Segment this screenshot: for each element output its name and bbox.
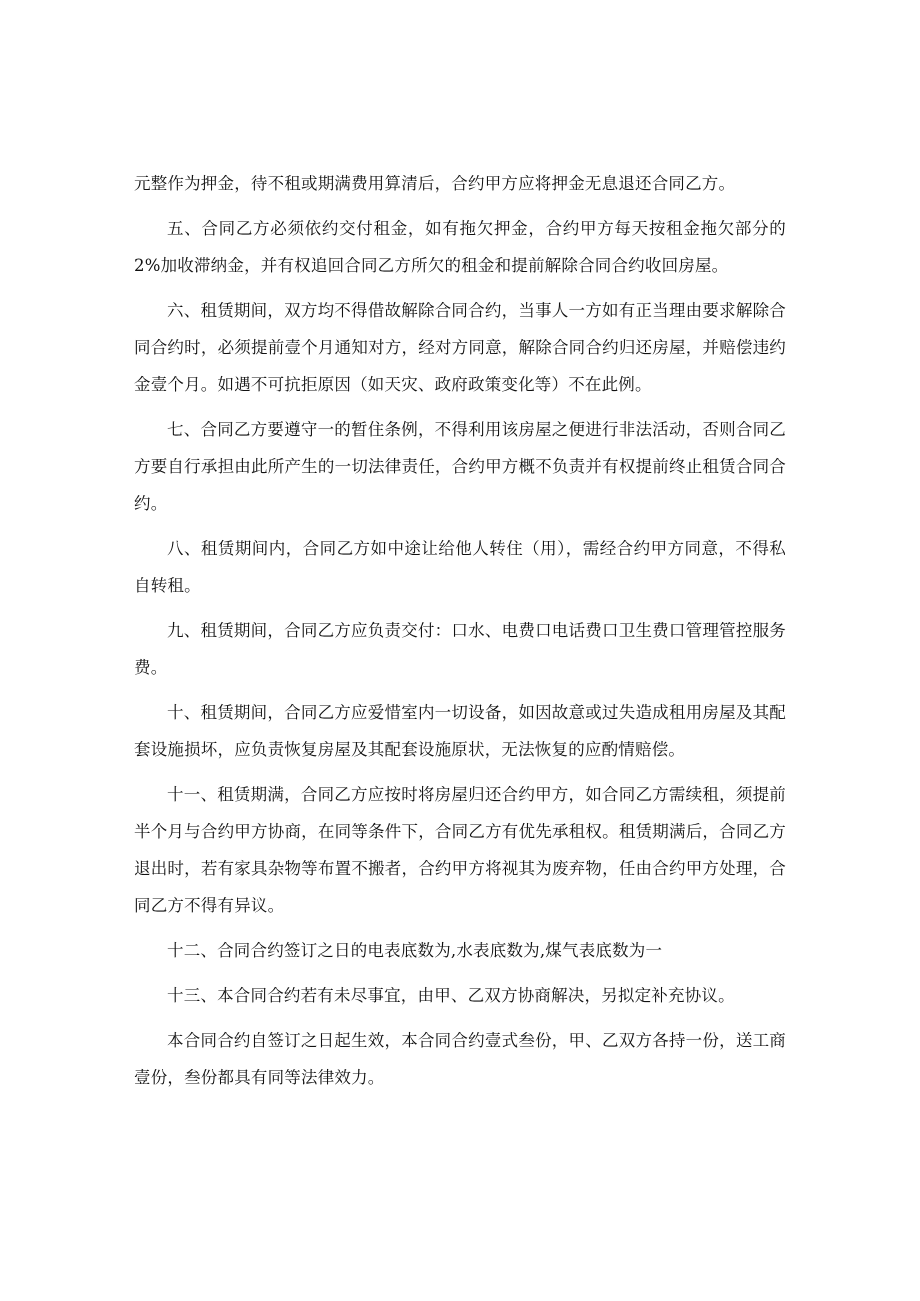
paragraph-clause-9: 九、租赁期间，合同乙方应负责交付：口水、电费口电话费口卫生费口管理管控服务费。	[134, 621, 786, 677]
paragraph-clause-11: 十一、租赁期满，合同乙方应按时将房屋归还合约甲方，如合同乙方需续租，须提前半个月与合约甲方协商，在同等条件下，合同乙方有优先承租权。租赁期满后，合同乙方退出时，若有家具杂物等布置不搬者，合约甲方将视其为废弃物，任由合约甲方处理，合同乙方不得有异议。	[134, 785, 786, 915]
paragraph-clause-12: 十二、合同合约签订之日的电表底数为,水表底数为,煤气表底数为一	[167, 941, 663, 960]
paragraph-deposit-continuation: 元整作为押金，待不租或期满费用算清后，合约甲方应将押金无息退还合同乙方。	[134, 174, 736, 193]
paragraph-clause-8: 八、租赁期间内，合同乙方如中途让给他人转住（用），需经合约甲方同意，不得私自转租。	[134, 539, 786, 595]
document-body	[134, 165, 786, 1104]
paragraph-effectiveness: 本合同合约自签订之日起生效，本合同合约壹式叁份，甲、乙双方各持一份，送工商壹份，叁份都具有同等法律效力。	[134, 1031, 786, 1087]
paragraph-clause-13: 十三、本合同合约若有未尽事宜，由甲、乙双方协商解决，另拟定补充协议。	[167, 986, 735, 1005]
paragraph-clause-7: 七、合同乙方要遵守一的暂住条例，不得利用该房屋之便进行非法活动，否则合同乙方要自行承担由此所产生的一切法律责任，合约甲方概不负责并有权提前终止租赁合同合约。	[134, 420, 786, 513]
paragraph-clause-6: 六、租赁期间，双方均不得借故解除合同合约，当事人一方如有正当理由要求解除合同合约时，必须提前壹个月通知对方，经对方同意，解除合同合约归还房屋，并赔偿违约金壹个月。如遇不可抗拒原因（如天灾、政府政策变化等）不在此例。	[134, 301, 786, 394]
paragraph-clause-5: 五、合同乙方必须依约交付租金，如有拖欠押金，合约甲方每天按租金拖欠部分的 2%加收滞纳金，并有权追回合同乙方所欠的租金和提前解除合同合约收回房屋。	[134, 219, 786, 275]
paragraph-clause-10: 十、租赁期间，合同乙方应爱惜室内一切设备，如因故意或过失造成租用房屋及其配套设施损坏，应负责恢复房屋及其配套设施原状，无法恢复的应酌情赔偿。	[134, 703, 786, 759]
